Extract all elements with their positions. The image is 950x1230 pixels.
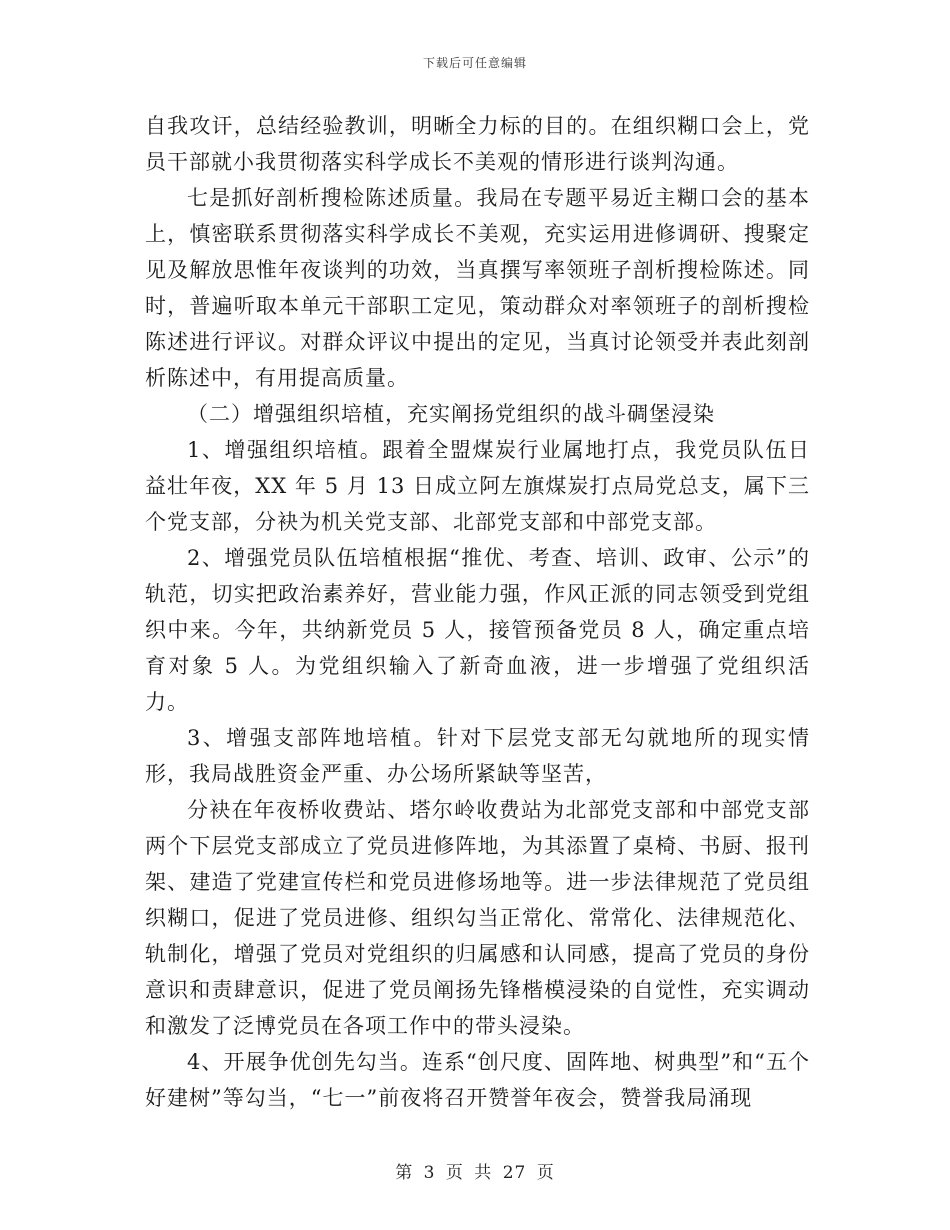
page-header: 下载后可任意编辑 xyxy=(422,56,527,70)
paragraph-2: 七是抓好剖析搜检陈述质量。我局在专题平易近主糊口会的基本上，慎密联系贯彻落实科学成长不美观，充实运用进修调研、搜聚定见及解放思惟年夜谈判的功效，当真撰写率领班子剖析搜检陈述。同时，普遍听取本单元干部职工定见，策动群众对率领班子的剖析搜检陈述进行评议。对群众评议中提出的定见，当真讨论领受并表此刻剖析陈述中，有用提高质量。 xyxy=(145,186,810,390)
paragraph-4: 2、增强党员队伍培植根据“推优、考查、培训、政审、公示”的轨范，切实把政治素养好，营业能力强，作风正派的同志领受到党组织中来。今年，共纳新党员 5 人，接管预备党员 8 人，确定重点培育对象 5 人。为党组织输入了新奇血液，进一步增强了党组织活力。 xyxy=(145,546,810,714)
paragraph-7: 4、开展争优创先勾当。连系“创尺度、固阵地、树典型”和“五个好建树”等勾当，“七一”前夜将召开赞誉年夜会，赞誉我局涌现 xyxy=(145,1050,810,1110)
paragraph-6: 分袂在年夜桥收费站、塔尔岭收费站为北部党支部和中部党支部两个下层党支部成立了党员进修阵地，为其添置了桌椅、书厨、报刊架、建造了党建宣传栏和党员进修场地等。进一步法律规范了党员组织糊口，促进了党员进修、组织勾当正常化、常常化、法律规范化、轨制化，增强了党员对党组织的归属感和认同感，提高了党员的身份意识和责肆意识，促进了党员阐扬先锋楷模浸染的自觉性，充实调动和激发了泛博党员在各项工作中的带头浸染。 xyxy=(145,798,810,1038)
paragraph-3: 1、增强组织培植。跟着全盟煤炭行业属地打点，我党员队伍日益壮年夜，XX 年 5 月 13 日成立阿左旗煤炭打点局党总支，属下三个党支部，分袂为机关党支部、北部党支部和中部党支部。 xyxy=(145,438,810,534)
document-body xyxy=(145,108,810,1116)
section-heading: （二）增强组织培植，充实阐扬党组织的战斗碉堡浸染 xyxy=(187,402,715,426)
paragraph-5: 3、增强支部阵地培植。针对下层党支部无勾就地所的现实情形，我局战胜资金严重、办公场所紧缺等坚苦， xyxy=(145,726,810,786)
page-footer: 第 3 页 共 27 页 xyxy=(395,1163,555,1183)
paragraph-1: 自我攻讦，总结经验教训，明晰全力标的目的。在组织糊口会上，党员干部就小我贯彻落实科学成长不美观的情形进行谈判沟通。 xyxy=(145,114,810,174)
